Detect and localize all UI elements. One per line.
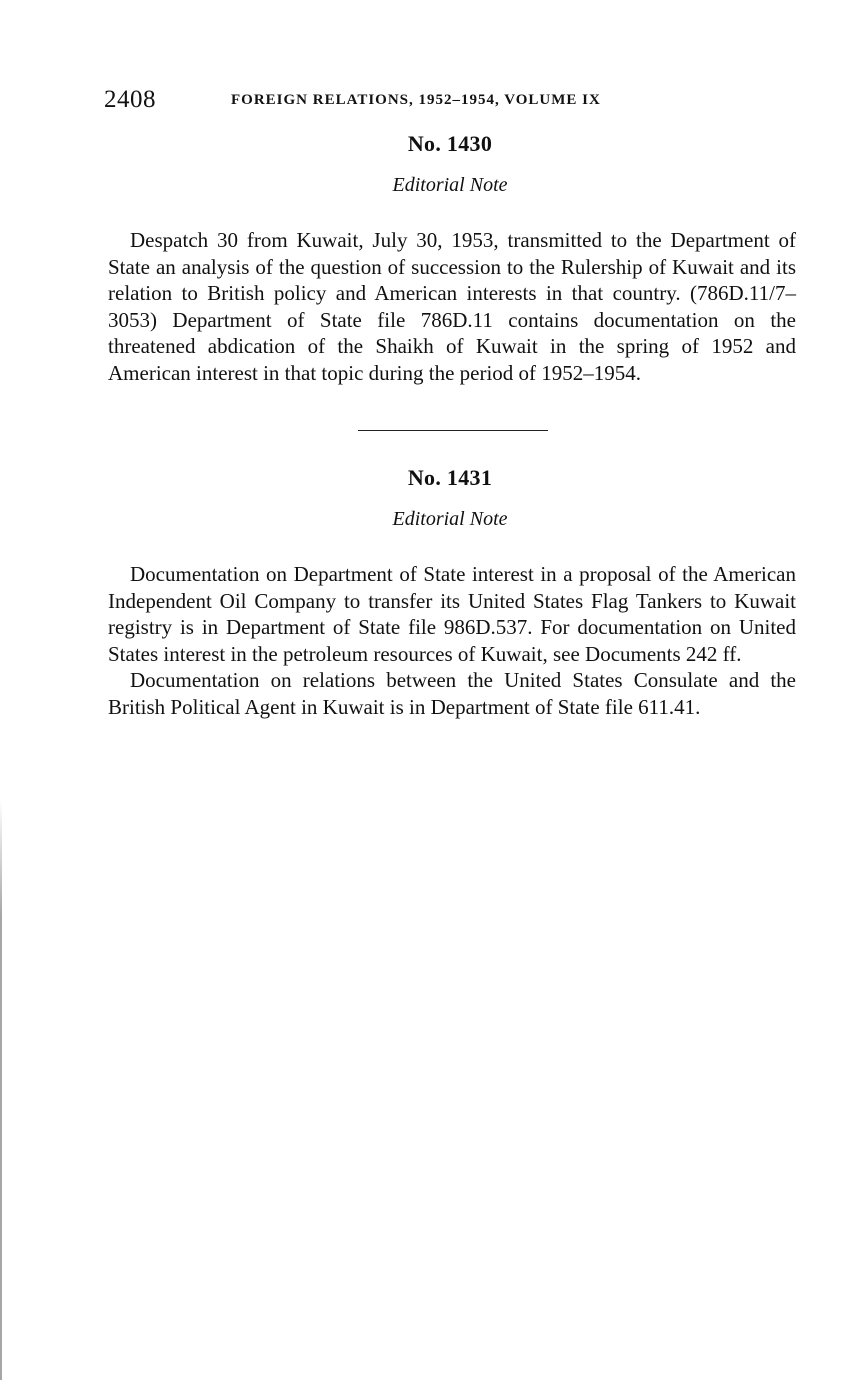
page-number: 2408 (104, 86, 156, 113)
document-subtitle: Editorial Note (392, 174, 508, 196)
document-number: No. 1430 (407, 131, 493, 156)
page-edge-shadow (0, 800, 2, 1380)
editorial-note-body (108, 561, 796, 720)
running-head (104, 86, 804, 118)
document-number: No. 1431 (407, 465, 493, 490)
editorial-note-body (108, 227, 796, 386)
document-subtitle: Editorial Note (392, 508, 508, 530)
section-divider (358, 430, 548, 431)
paragraph: Despatch 30 from Kuwait, July 30, 1953, transmitted to the Department of State an analysis of the question of succession to the Rulership of Kuwait and its relation to British policy and American interests in that country. (786D.11/7–3053) Department of State file 786D.11 contains documentation on the threatened abdication of the Shaikh of Kuwait in the spring of 1952 and American interest in that topic during the period of 1952–1954. (108, 228, 796, 385)
paragraph: Documentation on Department of State interest in a proposal of the American Independent Oil Company to transfer its United States Flag Tankers to Kuwait registry is in Department of State file 986D.537. For documentation on United States interest in the petroleum resources of Kuwait, see Documents 242 ff. (108, 562, 796, 666)
running-title: FOREIGN RELATIONS, 1952–1954, VOLUME IX (231, 92, 601, 108)
paragraph: Documentation on relations between the United States Consulate and the British Political Agent in Kuwait is in Department of State file 611.41. (108, 668, 796, 719)
